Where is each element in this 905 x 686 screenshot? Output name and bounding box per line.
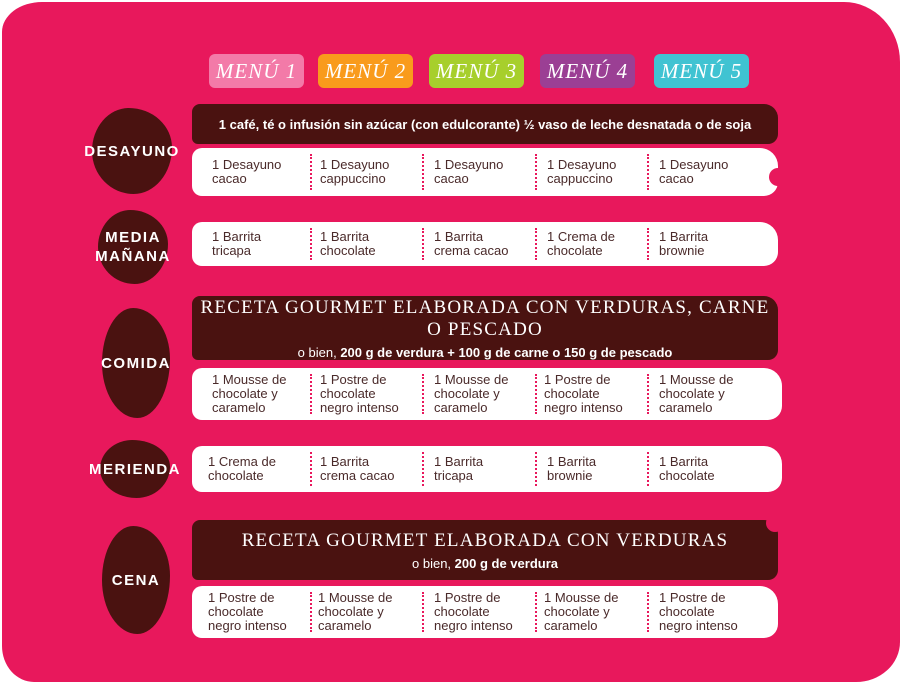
row-merienda	[192, 446, 782, 492]
divider	[647, 154, 649, 190]
divider	[535, 154, 537, 190]
divider	[310, 228, 312, 260]
cell-media-manana-3: 1 Barrita crema cacao	[434, 229, 509, 258]
cell-cena-2: 1 Mousse de chocolate y caramelo	[318, 590, 393, 633]
cell-comida-4: 1 Postre de chocolate negro intenso	[544, 372, 623, 415]
divider	[647, 228, 649, 260]
tab-menu-3[interactable]: MENÚ 3	[429, 54, 524, 88]
cell-cena-3: 1 Postre de chocolate negro intenso	[434, 590, 513, 633]
banner-comida-bold: 200 g de verdura + 100 g de carne o 150 g de pescado	[340, 344, 673, 360]
row-cena	[192, 586, 778, 638]
tab-menu-1[interactable]: MENÚ 1	[209, 54, 304, 88]
meal-label-media-manana: MEDIA MAÑANA	[98, 210, 168, 284]
divider	[422, 374, 424, 414]
cell-media-manana-5: 1 Barrita brownie	[659, 229, 709, 258]
divider	[647, 592, 649, 632]
cell-comida-3: 1 Mousse de chocolate y caramelo	[434, 372, 509, 415]
cell-merienda-1: 1 Crema de chocolate	[208, 454, 276, 483]
cell-comida-1: 1 Mousse de chocolate y caramelo	[212, 372, 287, 415]
bite-mark	[766, 514, 784, 532]
banner-comida	[192, 296, 778, 360]
divider	[535, 592, 537, 632]
banner-cena-prefix: o bien,	[412, 555, 455, 571]
row-media-manana	[192, 222, 778, 266]
row-desayuno	[192, 148, 778, 196]
banner-cena	[192, 520, 778, 580]
cell-desayuno-1: 1 Desayuno cacao	[212, 157, 282, 186]
meal-label-desayuno: DESAYUNO	[92, 108, 172, 194]
bite-mark	[769, 168, 787, 186]
cell-merienda-3: 1 Barrita tricapa	[434, 454, 484, 483]
banner-cena-title: RECETA GOURMET ELABORADA CON VERDURAS	[241, 529, 729, 551]
meal-label-merienda: MERIENDA	[100, 440, 170, 498]
menu-board	[2, 2, 900, 682]
tab-menu-4[interactable]: MENÚ 4	[540, 54, 635, 88]
banner-comida-title: RECETA GOURMET ELABORADA CON VERDURAS, CARNE O PESCADO	[200, 296, 770, 340]
cell-merienda-2: 1 Barrita crema cacao	[320, 454, 395, 483]
cell-media-manana-1: 1 Barrita tricapa	[212, 229, 262, 258]
row-comida	[192, 368, 782, 420]
cell-cena-4: 1 Mousse de chocolate y caramelo	[544, 590, 619, 633]
cell-merienda-5: 1 Barrita chocolate	[659, 454, 715, 483]
divider	[310, 452, 312, 486]
cell-merienda-4: 1 Barrita brownie	[547, 454, 597, 483]
divider	[535, 228, 537, 260]
banner-comida-prefix: o bien,	[297, 344, 341, 360]
cell-comida-5: 1 Mousse de chocolate y caramelo	[659, 372, 734, 415]
divider	[535, 452, 537, 486]
meal-label-comida: COMIDA	[102, 308, 170, 418]
banner-desayuno-text: 1 café, té o infusión sin azúcar (con edulcorante) ½ vaso de leche desnatada o de soja	[218, 116, 752, 132]
tab-menu-2[interactable]: MENÚ 2	[318, 54, 413, 88]
divider	[422, 228, 424, 260]
cell-desayuno-5: 1 Desayuno cacao	[659, 157, 729, 186]
tab-menu-5[interactable]: MENÚ 5	[654, 54, 749, 88]
cell-comida-2: 1 Postre de chocolate negro intenso	[320, 372, 399, 415]
divider	[647, 374, 649, 414]
cell-cena-5: 1 Postre de chocolate negro intenso	[659, 590, 738, 633]
cell-desayuno-4: 1 Desayuno cappuccino	[547, 157, 617, 186]
cell-desayuno-2: 1 Desayuno cappuccino	[320, 157, 390, 186]
banner-comida-sub	[298, 345, 673, 360]
cell-media-manana-4: 1 Crema de chocolate	[547, 229, 615, 258]
divider	[310, 374, 312, 414]
divider	[647, 452, 649, 486]
divider	[310, 154, 312, 190]
divider	[535, 374, 537, 414]
banner-cena-sub	[412, 556, 558, 571]
cell-desayuno-3: 1 Desayuno cacao	[434, 157, 504, 186]
divider	[310, 592, 312, 632]
meal-label-cena: CENA	[102, 526, 170, 634]
cell-media-manana-2: 1 Barrita chocolate	[320, 229, 376, 258]
divider	[422, 592, 424, 632]
divider	[422, 452, 424, 486]
banner-cena-bold: 200 g de verdura	[454, 555, 558, 571]
cell-cena-1: 1 Postre de chocolate negro intenso	[208, 590, 287, 633]
divider	[422, 154, 424, 190]
banner-desayuno	[192, 104, 778, 144]
